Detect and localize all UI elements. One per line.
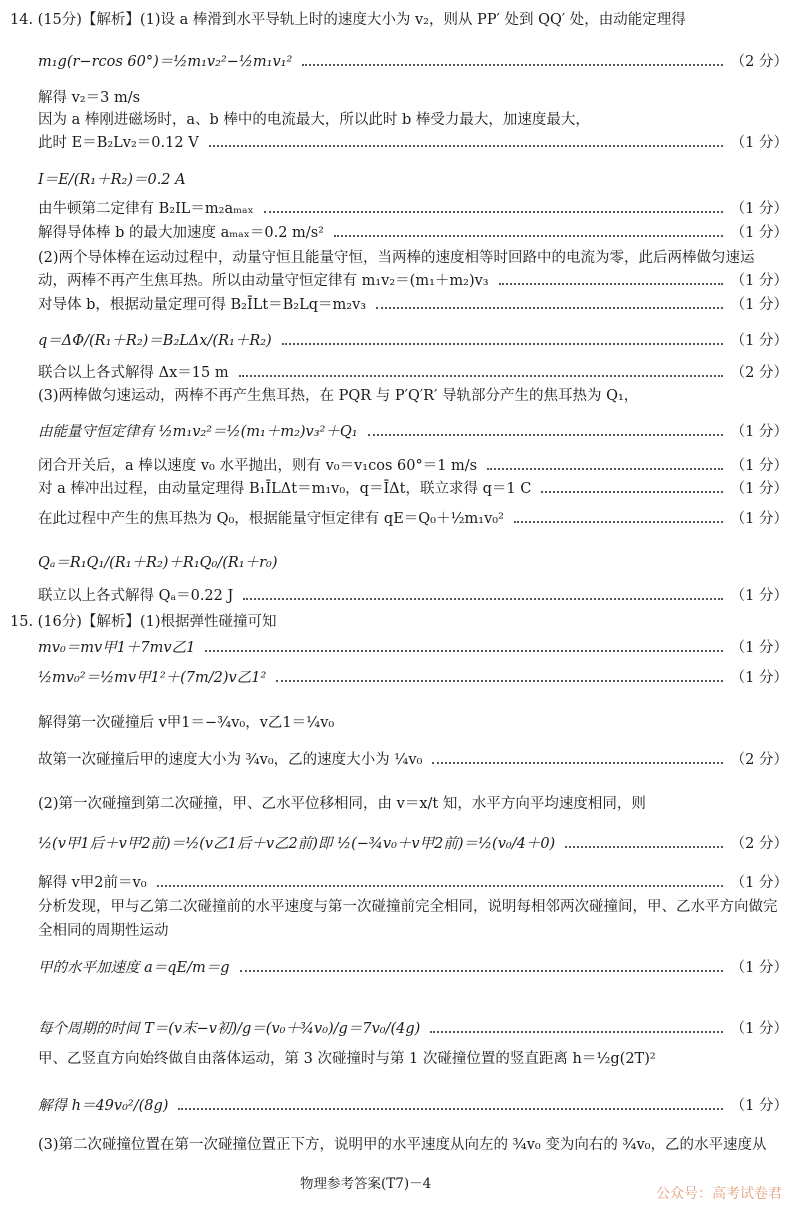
line-text: 14. (15分)【解析】(1)设 a 棒滑到水平导轨上时的速度大小为 v₂，则从 PP′ 处到 QQ′ 处，由动能定理得 (10, 12, 686, 28)
dotted-leader (430, 1031, 722, 1033)
solution-line (0, 893, 800, 917)
line-text: q＝ΔΦ/(R₁＋R₂)＝B₂LΔx/(R₁＋R₂) (38, 333, 272, 349)
solution-line (0, 84, 800, 108)
line-text: 解得 v₂＝3 m/s (38, 90, 141, 106)
solution-line (0, 475, 800, 499)
dotted-leader (302, 64, 722, 66)
line-text: mv₀＝mv甲1＋7mv乙1 (38, 640, 196, 656)
score-label: （1 分） (730, 458, 788, 474)
score-label: （1 分） (730, 201, 788, 217)
solution-line (0, 1015, 800, 1039)
solution-line (0, 1131, 800, 1155)
line-text: 动，两棒不再产生焦耳热。所以由动量守恒定律有 m₁v₂＝(m₁＋m₂)v₃ (38, 273, 489, 289)
line-text: 解得第一次碰撞后 v甲1＝−¾v₀，v乙1＝¼v₀ (38, 715, 335, 731)
solution-line (0, 709, 800, 733)
score-label: （1 分） (730, 135, 788, 151)
line-text: 对导体 b，根据动量定理可得 B₂ĪLt＝B₂Lq＝m₂v₃ (38, 297, 367, 313)
line-text: 由牛顿第二定律有 B₂IL＝m₂aₘₐₓ (38, 201, 254, 217)
dotted-leader (514, 521, 723, 523)
line-text: 在此过程中产生的焦耳热为 Q₀，根据能量守恒定律有 qE＝Q₀＋½m₁v₀² (38, 511, 504, 527)
dotted-leader (264, 211, 723, 213)
line-text: 故第一次碰撞后甲的速度大小为 ¾v₀，乙的速度大小为 ¼v₀ (38, 752, 423, 768)
solution-line (0, 830, 800, 854)
dotted-leader (205, 650, 722, 652)
score-label: （2 分） (730, 752, 788, 768)
score-label: （1 分） (730, 960, 788, 976)
line-text: 因为 a 棒刚进磁场时，a、b 棒中的电流最大，所以此时 b 棒受力最大，加速度最大， (38, 112, 590, 128)
solution-line (0, 359, 800, 383)
solution-line (0, 746, 800, 770)
score-label: （1 分） (730, 875, 788, 891)
solution-line (0, 106, 800, 130)
solution-line (0, 267, 800, 291)
score-label: （1 分） (730, 225, 788, 241)
dotted-leader (565, 846, 722, 848)
dotted-leader (276, 680, 722, 682)
solution-line (0, 1092, 800, 1116)
solution-line (0, 790, 800, 814)
line-text: m₁g(r−rcos 60°)＝½m₁v₂²−½m₁v₁² (38, 54, 293, 70)
line-text: (3)两棒做匀速运动，两棒不再产生焦耳热，在 PQR 与 P′Q′R′ 导轨部分产生的焦耳热为 Q₁， (38, 388, 639, 404)
solution-line (0, 452, 800, 476)
dotted-leader (541, 491, 722, 493)
page-footer: 物理参考答案(T7)－4 (300, 1176, 432, 1192)
dotted-leader (499, 283, 723, 285)
line-text: 联立以上各式解得 Qₐ＝0.22 J (38, 588, 234, 604)
dotted-leader (282, 343, 723, 345)
line-text: (2)两个导体棒在运动过程中，动量守恒且能量守恒，当两棒的速度相等时回路中的电流为零，此后两棒做匀速运 (38, 250, 755, 266)
dotted-leader (432, 762, 722, 764)
line-text: 分析发现，甲与乙第二次碰撞前的水平速度与第一次碰撞前完全相同，说明每相邻两次碰撞间，甲、乙水平方向做完 (38, 899, 778, 915)
dotted-leader (243, 598, 722, 600)
score-label: （2 分） (730, 54, 788, 70)
solution-line (0, 869, 800, 893)
dotted-leader (157, 885, 723, 887)
line-text: 解得导体棒 b 的最大加速度 aₘₐₓ＝0.2 m/s² (38, 225, 324, 241)
line-text: 由能量守恒定律有 ½m₁v₂²＝½(m₁＋m₂)v₃²＋Q₁ (38, 424, 358, 440)
score-label: （1 分） (730, 333, 788, 349)
line-text: ½mv₀²＝½mv甲1²＋(7m/2)v乙1² (38, 670, 267, 686)
line-text: I＝E/(R₁＋R₂)＝0.2 A (38, 172, 186, 188)
line-text: Qₐ＝R₁Q₁/(R₁＋R₂)＋R₁Q₀/(R₁＋r₀) (38, 555, 278, 571)
dotted-leader (376, 307, 723, 309)
solution-line (0, 608, 800, 632)
score-label: （1 分） (730, 297, 788, 313)
dotted-leader (487, 468, 723, 470)
solution-line (0, 219, 800, 243)
line-text: (3)第二次碰撞位置在第一次碰撞位置正下方，说明甲的水平速度从向左的 ¾v₀ 变为向右的 ¾v₀，乙的水平速度从 (38, 1137, 767, 1153)
solution-line (0, 327, 800, 351)
line-text: 全相同的周期性运动 (38, 923, 169, 939)
dotted-leader (334, 235, 723, 237)
line-text: 15. (16分)【解析】(1)根据弹性碰撞可知 (10, 614, 277, 630)
solution-line (0, 917, 800, 941)
solution-line (0, 418, 800, 442)
solution-line (0, 244, 800, 268)
solution-line (0, 664, 800, 688)
score-label: （1 分） (730, 511, 788, 527)
line-text: 解得 v甲2前＝v₀ (38, 875, 147, 891)
solution-line (0, 1045, 800, 1069)
score-label: （2 分） (730, 836, 788, 852)
dotted-leader (368, 434, 723, 436)
solution-line (0, 6, 800, 30)
line-text: ½(v甲1后＋v甲2前)＝½(v乙1后＋v乙2前)即 ½(−¾v₀＋v甲2前)＝½(v₀/4＋0) (38, 836, 556, 852)
solution-line (0, 48, 800, 72)
line-text: 甲、乙竖直方向始终做自由落体运动，第 3 次碰撞时与第 1 次碰撞位置的竖直距离 h＝½g(2T)² (38, 1051, 656, 1067)
solution-line (0, 382, 800, 406)
line-text: (2)第一次碰撞到第二次碰撞，甲、乙水平位移相同，由 v＝x/t 知，水平方向平均速度相同，则 (38, 796, 646, 812)
solution-line (0, 195, 800, 219)
solution-line (0, 634, 800, 658)
dotted-leader (240, 970, 723, 972)
score-label: （2 分） (730, 365, 788, 381)
solution-line (0, 129, 800, 153)
solution-line (0, 291, 800, 315)
solution-line (0, 954, 800, 978)
line-text: 解得 h＝49v₀²/(8g) (38, 1098, 169, 1114)
line-text: 对 a 棒冲出过程，由动量定理得 B₁ĪLΔt＝m₁v₀，q＝ĪΔt，联立求得 q＝1 C (38, 481, 532, 497)
solution-line (0, 549, 800, 573)
line-text: 此时 E＝B₂Lv₂＝0.12 V (38, 135, 199, 151)
score-label: （1 分） (730, 588, 788, 604)
dotted-leader (209, 145, 723, 147)
score-label: （1 分） (730, 424, 788, 440)
line-text: 联合以上各式解得 Δx＝15 m (38, 365, 229, 381)
score-label: （1 分） (730, 481, 788, 497)
line-text: 闭合开关后，a 棒以速度 v₀ 水平抛出，则有 v₀＝v₁cos 60°＝1 m/s (38, 458, 478, 474)
line-text: 每个周期的时间 T＝(v末−v初)/g＝(v₀＋¾v₀)/g＝7v₀/(4g) (38, 1021, 421, 1037)
solution-line (0, 166, 800, 190)
score-label: （1 分） (730, 1021, 788, 1037)
solution-line (0, 582, 800, 606)
score-label: （1 分） (730, 670, 788, 686)
score-label: （1 分） (730, 640, 788, 656)
dotted-leader (239, 375, 723, 377)
watermark-text: 公众号：高考试卷君 (656, 1186, 782, 1202)
dotted-leader (178, 1108, 722, 1110)
solution-line (0, 505, 800, 529)
score-label: （1 分） (730, 273, 788, 289)
line-text: 甲的水平加速度 a＝qE/m＝g (38, 960, 230, 976)
score-label: （1 分） (730, 1098, 788, 1114)
